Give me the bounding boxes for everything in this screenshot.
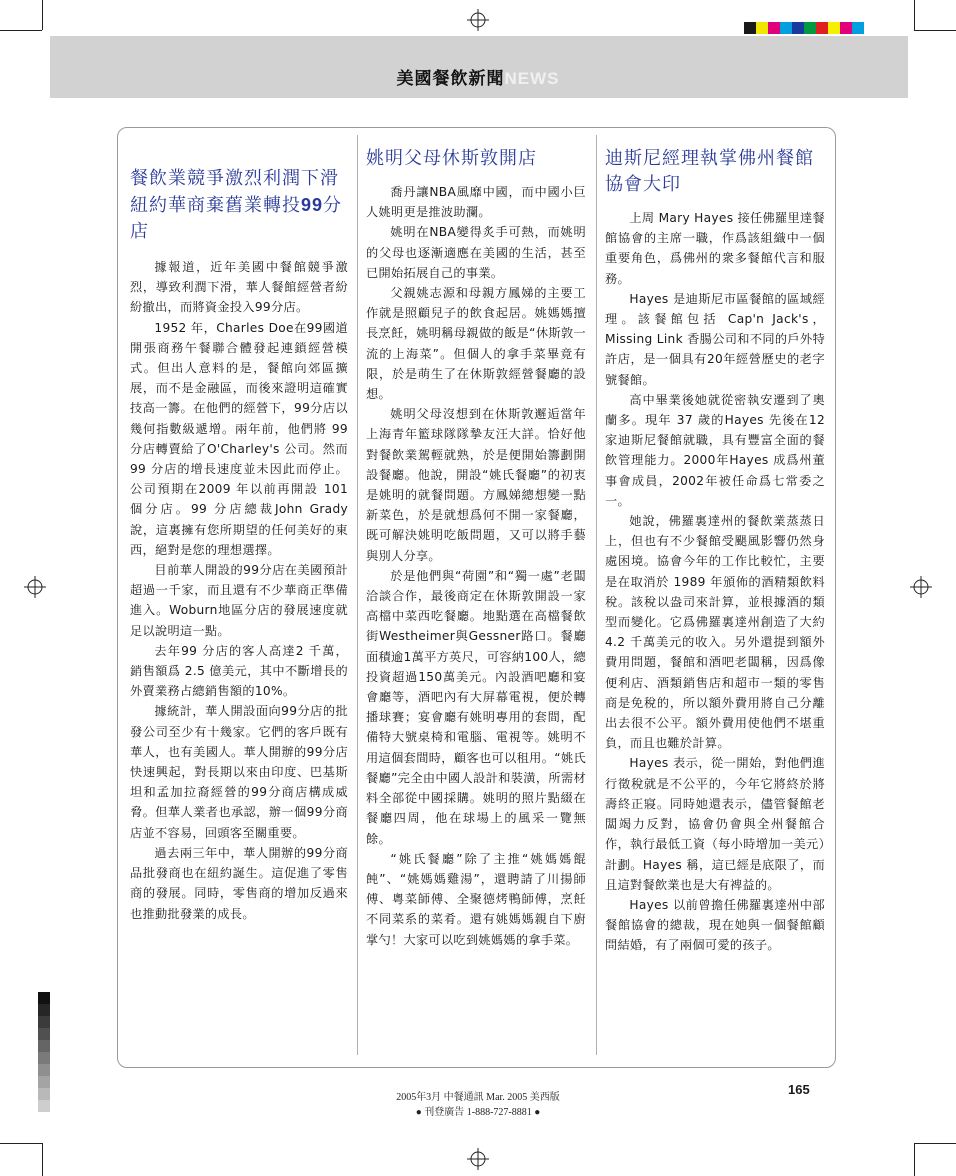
gray-swatch: [38, 1016, 50, 1028]
article-body: [366, 182, 586, 950]
column-divider: [357, 135, 358, 1055]
color-swatch: [840, 22, 852, 34]
crop-mark: [914, 30, 956, 31]
gray-swatch: [38, 992, 50, 1004]
article-paragraph: 據報道，近年美國中餐館競爭激烈，導致利潤下滑，華人餐館經營者紛紛撤出，而將資金投入99分店。: [130, 260, 348, 315]
color-swatch: [804, 22, 816, 34]
registration-mark-icon: [910, 576, 932, 598]
gray-swatch: [38, 1004, 50, 1016]
crop-mark: [42, 0, 43, 30]
article-yao-ming: [366, 146, 586, 950]
color-swatch: [780, 22, 792, 34]
gray-swatch: [38, 1040, 50, 1052]
gray-swatch: [38, 1052, 50, 1064]
crop-mark: [914, 1143, 915, 1176]
article-paragraph: 於是他們與“荷園”和“獨一處”老闆洽談合作，最後商定在休斯敦開設一家高檔中菜西吃餐廳。地點選在高檔餐飲街Westheimer與Gessner路口。餐廳面積逾1萬平方英尺，可容納100人，總投資超過150萬美元。內設酒吧廳和宴會廳等，酒吧內有大屏幕電視，便於轉播球賽；宴會廳有姚明專用的套間，配備特大號桌椅和電腦、電視等。姚明不用這個套間時，顧客也可以租用。“姚氏餐廳”完全由中國人設計和裝潢，所需材料全部從中國採購。姚明的照片點綴在餐廳四周，他在球場上的風采一覽無餘。: [366, 568, 586, 846]
crop-mark: [914, 0, 915, 30]
article-paragraph: 目前華人開設的99分店在美國預計超過一千家，而且還有不少華商正準備進入。Woburn地區分店的發展速度就足以說明這一點。: [130, 563, 348, 638]
article-paragraph: 去年99 分店的客人高達2 千萬，銷售額爲 2.5 億美元，其中不斷增長的外賣業務占總銷售額的10%。: [130, 643, 348, 699]
crop-mark: [42, 1143, 43, 1176]
article-paragraph: Hayes 是迪斯尼市區餐館的區域經理。該餐館包括 Cap'n Jack's，Missing Link 香腸公司和不同的戶外特許店，是一個具有20年經營歷史的老字號餐館。: [605, 291, 825, 387]
article-headline: 餐飲業競爭激烈利潤下滑紐約華商棄舊業轉投99分店: [130, 168, 343, 242]
color-calibration-bar: [744, 22, 864, 34]
column-divider: [596, 135, 597, 1055]
article-paragraph: 過去兩三年中，華人開辦的99分商品批發商也在紐約誕生。這促進了零售商的發展。同時，零售商的增加反過來也推動批發業的成長。: [130, 845, 348, 921]
article-paragraph: 喬丹讓NBA風靡中國，而中國小巨人姚明更是推波助瀾。: [366, 185, 586, 220]
color-swatch: [744, 22, 756, 34]
article-paragraph: 父親姚志源和母親方鳳娣的主要工作就是照顧兒子的飲食起居。姚媽媽擅長烹飪，姚明稱母親做的飯是“休斯敦一流的上海菜”。但個人的拿手菜畢竟有限，於是萌生了在休斯敦經營餐廳的設想。: [366, 286, 586, 402]
article-paragraph: Hayes 以前曾擔任佛羅裏達州中部餐館協會的總裁，現在她與一個餐館顧問結婚，有了兩個可愛的孩子。: [605, 897, 825, 953]
color-swatch: [756, 22, 768, 34]
registration-mark-icon: [467, 1148, 489, 1170]
gray-swatch: [38, 1076, 50, 1088]
crop-mark: [914, 1143, 956, 1144]
masthead-news: NEWS: [504, 69, 560, 88]
gray-swatch: [38, 1028, 50, 1040]
article-paragraph: 姚明父母沒想到在休斯敦邂逅當年上海青年籃球隊隊摯友汪大詳。恰好他對餐飲業駕輕就熟，於是便開始籌劃開設餐廳。他說，開設“姚氏餐廳”的初衷是姚明的就餐問題。方鳳娣總想變一點新菜色，於是就想爲何不開一家餐廳，既可解決姚明吃飯問題，又可以將手藝與別人分享。: [366, 407, 586, 563]
crop-mark: [0, 30, 42, 31]
article-paragraph: “姚氏餐廳”除了主推“姚媽媽餛飩”、“姚媽媽雞湯”，還聘請了川揚師傅、粵菜師傅、全聚德烤鴨師傅，烹飪不同菜系的菜肴。還有姚媽媽親自下廚掌勺！大家可以吃到姚媽媽的拿手菜。: [366, 851, 586, 947]
article-disney-manager: [605, 146, 825, 956]
article-paragraph: 高中畢業後她就從密執安遷到了奧蘭多。現年 37 歲的Hayes 先後在12 家迪斯尼餐館就職，具有豐富全面的餐飲管理能力。2000年Hayes 成爲州董事會成員，2002年被任命爲七常委之一。: [605, 392, 825, 508]
registration-mark-icon: [467, 9, 489, 31]
article-headline: 迪斯尼經理執掌佛州餐館協會大印: [605, 148, 814, 195]
crop-mark: [0, 1143, 42, 1144]
color-swatch: [828, 22, 840, 34]
color-swatch: [852, 22, 864, 34]
footer-publication: 2005年3月 中餐通訊 Mar. 2005 美西版: [396, 1092, 560, 1103]
article-paragraph: 1952 年，Charles Doe在99國道開張商務午餐聯合體發起連鎖經營模式。但出人意料的是，餐館向郊區擴展，而不是金融區，而後來證明這確實技高一籌。在他們的經營下，99分店以幾何指數級遞增。兩年前，他們將 99 分店轉賣給了O'Charley's 公司。然而99 分店的增長速度並未因此而停止。公司預期在2009 年以前再開設 101 個分店。99 分店總裁John Grady 說，這裏擁有您所期望的任何美好的東西，絕對是您的理想選擇。: [130, 320, 348, 557]
masthead: [0, 64, 956, 89]
masthead-title: 美國餐飲新聞: [396, 69, 505, 89]
color-swatch: [792, 22, 804, 34]
color-swatch: [768, 22, 780, 34]
article-paragraph: 據統計，華人開設面向99分店的批發公司至少有十幾家。它們的客戶既有華人，也有美國人。華人開辦的99分店快速興起，對長期以來由印度、巴基斯坦和孟加拉裔經營的99分商店構成威脅。但華人業者也承認，辦一個99分商店並不容易，回頭客至關重要。: [130, 704, 348, 840]
color-swatch: [816, 22, 828, 34]
article-99-cents: [130, 146, 348, 924]
article-body: [605, 208, 825, 956]
footer-ad-phone: ● 刊登廣告 1-888-727-8881 ●: [415, 1107, 541, 1118]
article-headline: 姚明父母休斯敦開店: [366, 148, 537, 169]
article-paragraph: 上周 Mary Hayes 接任佛羅里達餐館協會的主席一職，作爲該組織中一個重要角色，爲佛州的衆多餐館代言和服務。: [605, 211, 825, 286]
article-body: [130, 257, 348, 924]
article-paragraph: 她說，佛羅裏達州的餐飲業蒸蒸日上，但也有不少餐館受颶風影響仍然身處困境。協會今年的工作比較忙，主要是在取消於 1989 年頒佈的酒精類飲料稅。該稅以盎司來計算，並根據酒的類型而變化。它爲佛羅裏達州創造了大約4.2 千萬美元的收入。另外還提到額外費用問題，餐館和酒吧老闆稱，因爲像便利店、酒類銷售店和超市一類的零售商是免稅的，所以額外費用將自己分離出去很不公平。額外費用使他們不堪重負，而且也難於計算。: [605, 514, 825, 751]
registration-mark-icon: [24, 576, 46, 598]
article-paragraph: Hayes 表示，從一開始，對他們進行徵稅就是不公平的，今年它將終於將壽終正寢。同時她還表示，儘管餐館老闆竭力反對，協會仍會與全州餐館合作，執行最低工資（每小時增加一美元）計劃。Hayes 稱，這已經是底限了，而且這對餐飲業也是大有裨益的。: [605, 756, 825, 892]
gray-swatch: [38, 1064, 50, 1076]
article-paragraph: 姚明在NBA變得炙手可熱，而姚明的父母也逐漸適應在美國的生活，甚至已開始拓展自己的事業。: [366, 225, 586, 280]
page-number: 165: [788, 1082, 810, 1097]
